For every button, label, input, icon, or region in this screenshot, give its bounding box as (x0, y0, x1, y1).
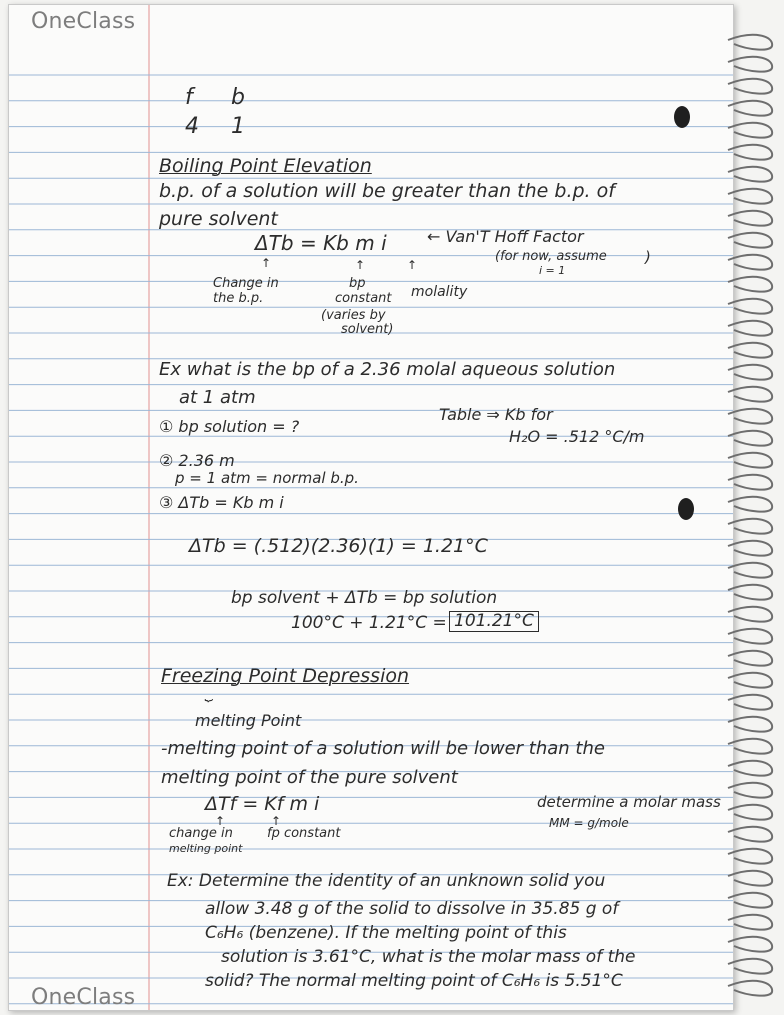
spiral-coil (728, 321, 772, 336)
spiral-coil (728, 387, 772, 402)
watermark-top: OneClass (31, 9, 136, 34)
spiral-coil (728, 585, 772, 600)
spiral-binding (724, 0, 784, 1015)
fpd-subtitle: melting Point (195, 711, 302, 730)
spiral-coil (728, 893, 772, 908)
spiral-coil (728, 255, 772, 270)
header-1: 1 (231, 114, 245, 139)
label-change-mp-2: melting point (169, 842, 243, 855)
spiral-coil (728, 365, 772, 380)
spiral-coil (728, 849, 772, 864)
spiral-coil (728, 673, 772, 688)
watermark-bottom: OneClass (31, 985, 136, 1010)
fpd-equation: ΔTf = Kf m i (205, 793, 320, 815)
step1: ① bp solution = ? (159, 417, 300, 436)
spiral-coil (728, 827, 772, 842)
header-b: b (231, 85, 245, 110)
example2-line4: solution is 3.61°C, what is the molar mass of the (221, 947, 636, 967)
spiral-coil (728, 761, 772, 776)
spiral-coil (728, 937, 772, 952)
spiral-coil (728, 541, 772, 556)
header-4: 4 (185, 114, 199, 139)
spiral-coil (728, 739, 772, 754)
spiral-coil (728, 607, 772, 622)
arrow-up-icon: ↑ (271, 814, 282, 828)
spiral-coil (728, 343, 772, 358)
fpd-line1: -melting point of a solution will be lower than the (161, 738, 605, 759)
calc-line3: 100°C + 1.21°C = (291, 613, 447, 633)
spiral-coil (728, 233, 772, 248)
calc-line2: bp solvent + ΔTb = bp solution (231, 588, 498, 608)
label-bp-3: (varies by (321, 308, 386, 323)
step3: ③ ΔTb = Kb m i (159, 493, 284, 512)
spiral-coil (728, 959, 772, 974)
spiral-coil (728, 629, 772, 644)
spiral-coil (728, 145, 772, 160)
bpe-equation: ΔTb = Kb m i (255, 231, 387, 255)
label-bp-2: constant (335, 291, 392, 306)
arrow-up-icon: ↑ (355, 258, 366, 272)
example1-line2: at 1 atm (179, 387, 256, 408)
example2-line1: Ex: Determine the identity of an unknown solid you (167, 871, 606, 891)
spiral-coil (728, 101, 772, 116)
arrow-up-icon: ↑ (215, 814, 226, 828)
spiral-coil (728, 783, 772, 798)
brace-icon: ⏟ (205, 686, 214, 702)
example2-line3: C₆H₆ (benzene). If the melting point of this (205, 923, 567, 943)
spiral-coil (728, 497, 772, 512)
example2-line5: solid? The normal melting point of C₆H₆ is 5.51°C (205, 971, 623, 991)
notebook-page (8, 4, 734, 1011)
label-molality: molality (411, 284, 468, 300)
spiral-coil (728, 695, 772, 710)
spiral-coil (728, 409, 772, 424)
bpe-title: Boiling Point Elevation (159, 155, 372, 177)
vant-hoff-label: ← Van'T Hoff Factor (427, 227, 584, 246)
example1-line1: Ex what is the bp of a 2.36 molal aqueous solution (159, 359, 616, 380)
spiral-coil (728, 35, 772, 50)
vant-hoff-i: i = 1 (539, 264, 566, 277)
binder-hole (678, 498, 694, 520)
spiral-coil (728, 79, 772, 94)
fpd-line2: melting point of the pure solvent (161, 767, 458, 788)
label-change-bp-1: Change in (213, 276, 279, 291)
step2a: ② 2.36 m (159, 451, 235, 470)
label-bp-4: solvent) (341, 322, 394, 337)
spiral-coil (728, 981, 772, 996)
spiral-coil (728, 453, 772, 468)
header-f: f (185, 85, 193, 110)
spiral-coil (728, 167, 772, 182)
fpd-title: Freezing Point Depression (161, 665, 410, 687)
spiral-coil (728, 651, 772, 666)
spiral-coil (728, 277, 772, 292)
label-bp-1: bp (349, 276, 366, 291)
bpe-line2: pure solvent (159, 208, 278, 230)
binder-hole (674, 106, 690, 128)
spiral-coil (728, 871, 772, 886)
arrow-up-icon: ↑ (407, 258, 418, 272)
table-ref-1: Table ⇒ Kb for (439, 405, 553, 424)
spiral-coil (728, 189, 772, 204)
molar-mass-1: determine a molar mass (537, 793, 721, 811)
arrow-up-icon: ↑ (261, 256, 272, 270)
spiral-coil (728, 563, 772, 578)
vant-hoff-note: (for now, assume (495, 249, 607, 264)
spiral-coil (728, 475, 772, 490)
vant-hoff-close: ) (645, 248, 651, 266)
spiral-coil (728, 123, 772, 138)
label-fp: fp constant (267, 826, 341, 841)
spiral-coil (728, 519, 772, 534)
spiral-coil (728, 805, 772, 820)
molar-mass-2: MM = g/mole (549, 816, 629, 830)
label-change-bp-2: the b.p. (213, 291, 264, 306)
example2-line2: allow 3.48 g of the solid to dissolve in 35.85 g of (205, 899, 619, 919)
spiral-coil (728, 915, 772, 930)
bpe-line1: b.p. of a solution will be greater than the b.p. of (159, 180, 615, 202)
table-ref-2: H₂O = .512 °C/m (509, 427, 645, 446)
spiral-coil (728, 431, 772, 446)
step2b: p = 1 atm = normal b.p. (175, 469, 359, 487)
spiral-coil (728, 717, 772, 732)
spiral-coil (728, 57, 772, 72)
label-change-mp-1: change in (169, 826, 233, 841)
spiral-coil (728, 211, 772, 226)
spiral-coil (728, 299, 772, 314)
calc-line1: ΔTb = (.512)(2.36)(1) = 1.21°C (189, 535, 488, 557)
answer-box: 101.21°C (449, 611, 539, 632)
